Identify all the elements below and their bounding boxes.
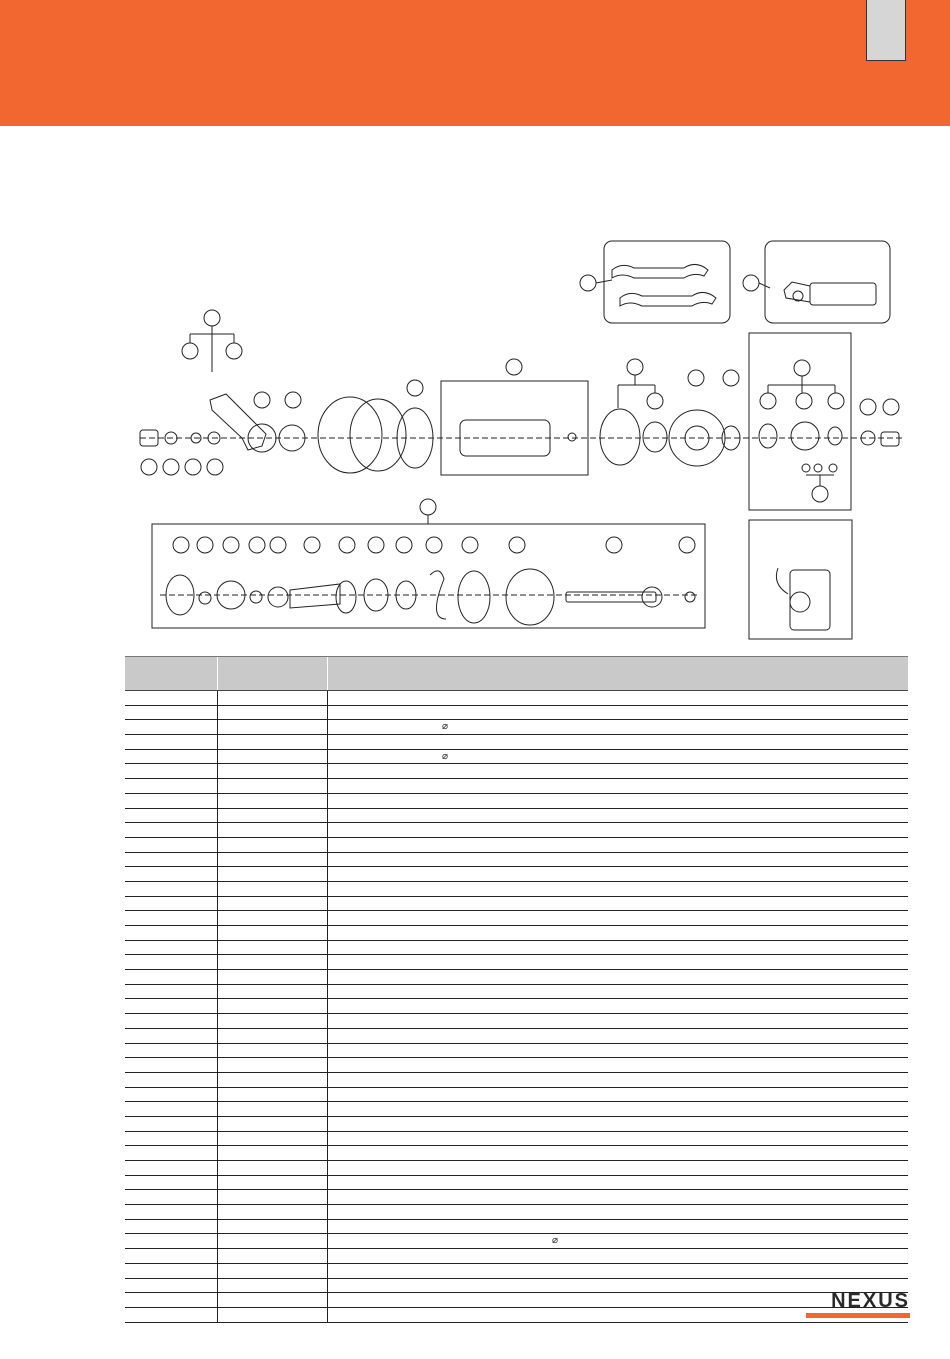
cell-part-no [218, 794, 328, 808]
cell-part-no [218, 1146, 328, 1160]
cell-part-no [218, 823, 328, 837]
cell-description [328, 1058, 908, 1072]
cell-ref-no [125, 735, 218, 749]
cell-part-no [218, 1279, 328, 1293]
cell-ref-no [125, 1205, 218, 1219]
table-row [125, 1146, 908, 1161]
cell-ref-no [125, 1190, 218, 1204]
cassette-joint-box [749, 333, 851, 510]
parts-table-body [125, 691, 908, 1323]
table-row [125, 1190, 908, 1205]
table-row [125, 823, 908, 838]
cell-ref-no [125, 1058, 218, 1072]
table-row [125, 750, 908, 765]
cell-description [328, 955, 908, 969]
table-row [125, 853, 908, 868]
cell-description [328, 750, 908, 764]
table-row [125, 911, 908, 926]
cell-ref-no [125, 691, 218, 705]
table-row [125, 1264, 908, 1279]
cell-part-no [218, 1249, 328, 1263]
cell-description [328, 735, 908, 749]
cell-part-no [218, 970, 328, 984]
cell-ref-no [125, 1220, 218, 1234]
logo-wordmark: NEXUS [831, 1290, 910, 1312]
cell-description [328, 1014, 908, 1028]
table-row [125, 1308, 908, 1323]
cell-description [328, 838, 908, 852]
cell-part-no [218, 691, 328, 705]
cell-description [328, 809, 908, 823]
cell-part-no [218, 853, 328, 867]
table-row [125, 1234, 908, 1249]
cell-description [328, 1146, 908, 1160]
table-row [125, 1249, 908, 1264]
table-row [125, 691, 908, 706]
cell-description [328, 853, 908, 867]
cell-part-no [218, 1132, 328, 1146]
table-row [125, 1132, 908, 1147]
cell-ref-no [125, 794, 218, 808]
cell-part-no [218, 779, 328, 793]
cell-ref-no [125, 720, 218, 734]
cell-description [328, 1264, 908, 1278]
table-row [125, 1205, 908, 1220]
cell-description [328, 794, 908, 808]
table-row [125, 706, 908, 721]
cell-ref-no [125, 1029, 218, 1043]
cell-part-no [218, 1161, 328, 1175]
table-row [125, 1044, 908, 1059]
cell-part-no [218, 1073, 328, 1087]
cell-part-no [218, 882, 328, 896]
cell-description [328, 1088, 908, 1102]
cell-ref-no [125, 1014, 218, 1028]
cell-description [328, 926, 908, 940]
cell-description [328, 779, 908, 793]
cell-description [328, 1176, 908, 1190]
cell-part-no [218, 1176, 328, 1190]
cell-description [328, 1029, 908, 1043]
cell-description [328, 720, 908, 734]
table-row [125, 882, 908, 897]
header-part-no [218, 657, 328, 690]
cell-ref-no [125, 1102, 218, 1116]
cell-description [328, 1102, 908, 1116]
cell-part-no [218, 809, 328, 823]
cell-description [328, 941, 908, 955]
table-row [125, 1161, 908, 1176]
cell-description [328, 1132, 908, 1146]
cell-part-no [218, 706, 328, 720]
table-row [125, 1117, 908, 1132]
table-row [125, 779, 908, 794]
cell-description [328, 999, 908, 1013]
table-row [125, 1029, 908, 1044]
cell-ref-no [125, 764, 218, 778]
table-row [125, 764, 908, 779]
cell-part-no [218, 750, 328, 764]
table-row [125, 970, 908, 985]
cell-ref-no [125, 1088, 218, 1102]
cell-part-no [218, 897, 328, 911]
cell-ref-no [125, 1176, 218, 1190]
cell-ref-no [125, 809, 218, 823]
header-ref-no [125, 657, 218, 690]
cell-part-no [218, 1102, 328, 1116]
cell-part-no [218, 764, 328, 778]
table-row [125, 794, 908, 809]
table-row [125, 1293, 908, 1308]
cell-part-no [218, 1014, 328, 1028]
cell-ref-no [125, 1279, 218, 1293]
table-row [125, 867, 908, 882]
cell-ref-no [125, 897, 218, 911]
table-row [125, 941, 908, 956]
cell-description [328, 764, 908, 778]
table-row [125, 735, 908, 750]
cell-part-no [218, 1220, 328, 1234]
cell-part-no [218, 911, 328, 925]
cell-part-no [218, 1044, 328, 1058]
cell-ref-no [125, 1073, 218, 1087]
table-row [125, 1088, 908, 1103]
table-row [125, 999, 908, 1014]
table-row [125, 1073, 908, 1088]
table-row [125, 926, 908, 941]
table-row [125, 809, 908, 824]
cell-part-no [218, 1308, 328, 1322]
cell-description [328, 1117, 908, 1131]
cell-part-no [218, 1264, 328, 1278]
table-row [125, 1102, 908, 1117]
cell-ref-no [125, 926, 218, 940]
table-row [125, 985, 908, 1000]
cell-ref-no [125, 823, 218, 837]
diameter-symbol: ⌀ [552, 1235, 559, 1247]
cell-part-no [218, 926, 328, 940]
cell-description [328, 1073, 908, 1087]
table-row [125, 897, 908, 912]
cell-description [328, 1161, 908, 1175]
cell-part-no [218, 1029, 328, 1043]
parts-table [125, 656, 908, 1323]
cell-part-no [218, 999, 328, 1013]
cell-ref-no [125, 750, 218, 764]
cell-ref-no [125, 1044, 218, 1058]
tool-box-wrenches [604, 241, 730, 323]
diameter-symbol: ⌀ [442, 721, 449, 733]
cell-description [328, 691, 908, 705]
cell-description [328, 911, 908, 925]
cell-ref-no [125, 1293, 218, 1307]
table-row [125, 1220, 908, 1235]
cell-description [328, 1044, 908, 1058]
cell-part-no [218, 1190, 328, 1204]
cell-description [328, 985, 908, 999]
cell-ref-no [125, 1117, 218, 1131]
cell-ref-no [125, 838, 218, 852]
assembled-view-box [749, 520, 852, 639]
table-row [125, 838, 908, 853]
cell-ref-no [125, 955, 218, 969]
cell-ref-no [125, 867, 218, 881]
cell-ref-no [125, 882, 218, 896]
cell-ref-no [125, 941, 218, 955]
cell-description [328, 1220, 908, 1234]
cell-ref-no [125, 779, 218, 793]
cell-description [328, 1249, 908, 1263]
cell-ref-no [125, 985, 218, 999]
cell-part-no [218, 735, 328, 749]
cell-part-no [218, 1205, 328, 1219]
cell-ref-no [125, 999, 218, 1013]
tool-box-grease [765, 241, 890, 323]
cell-ref-no [125, 911, 218, 925]
cell-ref-no [125, 1308, 218, 1322]
table-row [125, 720, 908, 735]
cell-part-no [218, 867, 328, 881]
table-row [125, 1176, 908, 1191]
cell-part-no [218, 1293, 328, 1307]
cell-description [328, 882, 908, 896]
cell-description [328, 867, 908, 881]
cell-ref-no [125, 1264, 218, 1278]
cell-ref-no [125, 1146, 218, 1160]
cell-ref-no [125, 970, 218, 984]
cell-part-no [218, 838, 328, 852]
nexus-logo [806, 1290, 910, 1320]
header-description [328, 657, 908, 690]
logo-underline [806, 1313, 910, 1318]
cell-description [328, 1190, 908, 1204]
cell-description [328, 706, 908, 720]
cell-part-no [218, 1117, 328, 1131]
cell-part-no [218, 1088, 328, 1102]
exploded-parts-diagram [0, 0, 950, 650]
diameter-symbol: ⌀ [442, 750, 449, 762]
cell-ref-no [125, 1249, 218, 1263]
cell-part-no [218, 985, 328, 999]
table-row [125, 1014, 908, 1029]
cell-ref-no [125, 1161, 218, 1175]
cell-description [328, 1205, 908, 1219]
internal-unit-box [441, 381, 588, 475]
table-row [125, 955, 908, 970]
cell-part-no [218, 1234, 328, 1248]
cell-part-no [218, 941, 328, 955]
cell-description [328, 1234, 908, 1248]
table-row [125, 1058, 908, 1073]
cell-ref-no [125, 853, 218, 867]
cell-description [328, 897, 908, 911]
cell-ref-no [125, 1234, 218, 1248]
cell-part-no [218, 1058, 328, 1072]
cell-ref-no [125, 706, 218, 720]
cell-description [328, 823, 908, 837]
cell-part-no [218, 720, 328, 734]
cell-part-no [218, 955, 328, 969]
table-row [125, 1279, 908, 1294]
parts-table-header [125, 656, 908, 691]
cell-ref-no [125, 1132, 218, 1146]
cell-description [328, 970, 908, 984]
